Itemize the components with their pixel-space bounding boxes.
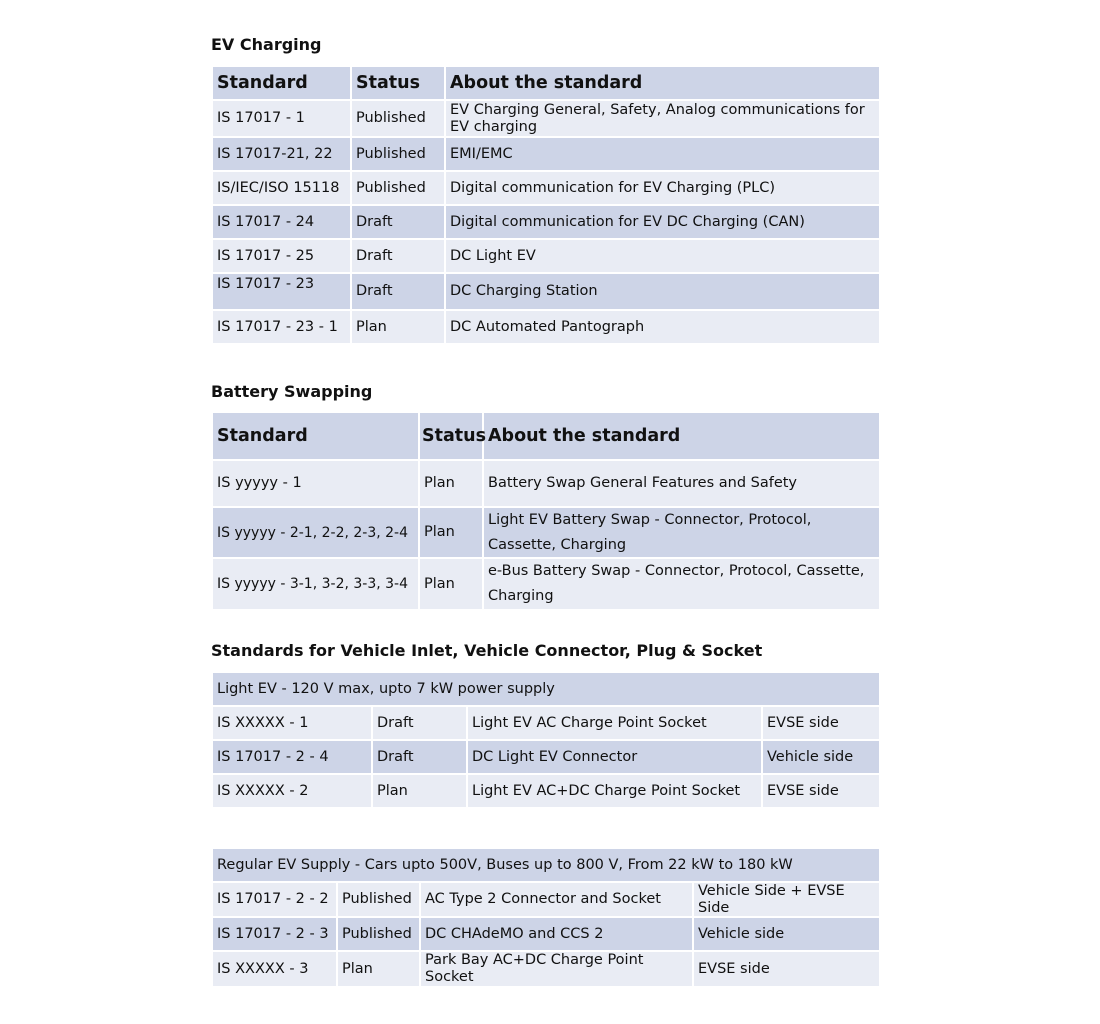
cell-status: Published [337, 882, 420, 917]
ev-charging-table [211, 65, 881, 345]
cell-standard: IS yyyyy - 2-1, 2-2, 2-3, 2-4 [212, 507, 419, 558]
cell-about: Light EV AC Charge Point Socket [467, 706, 762, 740]
cell-status: Plan [351, 310, 445, 344]
cell-standard: IS yyyyy - 1 [212, 460, 419, 507]
column-header-standard: Standard [212, 66, 351, 100]
table-row [212, 558, 880, 609]
cell-standard: IS/IEC/ISO 15118 [212, 171, 351, 205]
cell-status: Published [351, 100, 445, 137]
cell-side: EVSE side [762, 774, 880, 808]
table-row [212, 917, 880, 951]
cell-about: DC Light EV Connector [467, 740, 762, 774]
cell-standard: IS 17017 - 2 - 2 [212, 882, 337, 917]
cell-side: Vehicle Side + EVSE Side [693, 882, 880, 917]
cell-status: Published [337, 917, 420, 951]
table-row [212, 100, 880, 137]
battery-swapping-table [211, 411, 881, 611]
cell-status: Plan [419, 460, 483, 507]
cell-standard: IS 17017 - 24 [212, 205, 351, 239]
ev-charging-heading: EV Charging [211, 35, 322, 54]
cell-about: e-Bus Battery Swap - Connector, Protocol, Cassette, Charging [483, 558, 880, 609]
cell-about: EMI/EMC [445, 137, 880, 171]
table-row [212, 239, 880, 273]
table-caption-row [212, 848, 880, 882]
column-header-status: Status [419, 412, 483, 460]
cell-side: EVSE side [762, 706, 880, 740]
cell-status: Draft [372, 706, 467, 740]
cell-about: Digital communication for EV DC Charging (CAN) [445, 205, 880, 239]
cell-about: DC CHAdeMO and CCS 2 [420, 917, 693, 951]
cell-status: Draft [351, 239, 445, 273]
table-row [212, 507, 880, 558]
cell-about: Light EV Battery Swap - Connector, Protocol, Cassette, Charging [483, 507, 880, 558]
cell-status: Draft [351, 205, 445, 239]
table-row [212, 171, 880, 205]
cell-standard: IS 17017 - 1 [212, 100, 351, 137]
table-row [212, 273, 880, 310]
cell-standard: IS 17017 - 25 [212, 239, 351, 273]
table-header-row [212, 412, 880, 460]
table-row [212, 951, 880, 986]
table-caption-row [212, 672, 880, 706]
cell-about: EV Charging General, Safety, Analog communications for EV charging [445, 100, 880, 137]
cell-status: Plan [419, 558, 483, 609]
cell-status: Published [351, 171, 445, 205]
cell-status: Plan [372, 774, 467, 808]
cell-side: Vehicle side [693, 917, 880, 951]
cell-about: DC Charging Station [445, 273, 880, 310]
column-header-about: About the standard [483, 412, 880, 460]
table-row [212, 137, 880, 171]
cell-status: Plan [419, 507, 483, 558]
cell-status: Published [351, 137, 445, 171]
cell-about: Park Bay AC+DC Charge Point Socket [420, 951, 693, 986]
table-row [212, 882, 880, 917]
cell-about: Light EV AC+DC Charge Point Socket [467, 774, 762, 808]
cell-standard: IS 17017 - 2 - 3 [212, 917, 337, 951]
cell-about: Digital communication for EV Charging (PLC) [445, 171, 880, 205]
cell-side: EVSE side [693, 951, 880, 986]
cell-status: Draft [372, 740, 467, 774]
table-row [212, 310, 880, 344]
column-header-about: About the standard [445, 66, 880, 100]
table-header-row [212, 66, 880, 100]
cell-standard: IS yyyyy - 3-1, 3-2, 3-3, 3-4 [212, 558, 419, 609]
cell-standard: IS XXXXX - 2 [212, 774, 372, 808]
battery-swapping-heading: Battery Swapping [211, 382, 373, 401]
regular-ev-caption: Regular EV Supply - Cars upto 500V, Buses up to 800 V, From 22 kW to 180 kW [212, 848, 880, 882]
light-ev-table [211, 671, 881, 809]
cell-standard: IS 17017 - 23 - 1 [212, 310, 351, 344]
table-row [212, 740, 880, 774]
cell-standard: IS XXXXX - 3 [212, 951, 337, 986]
cell-about: Battery Swap General Features and Safety [483, 460, 880, 507]
cell-standard: IS 17017-21, 22 [212, 137, 351, 171]
light-ev-caption: Light EV - 120 V max, upto 7 kW power supply [212, 672, 880, 706]
cell-about: DC Automated Pantograph [445, 310, 880, 344]
table-row [212, 460, 880, 507]
connectors-heading: Standards for Vehicle Inlet, Vehicle Connector, Plug & Socket [211, 641, 763, 660]
cell-status: Plan [337, 951, 420, 986]
cell-status: Draft [351, 273, 445, 310]
column-header-status: Status [351, 66, 445, 100]
cell-standard: IS 17017 - 2 - 4 [212, 740, 372, 774]
table-row [212, 774, 880, 808]
cell-standard: IS 17017 - 23 [212, 273, 351, 310]
column-header-standard: Standard [212, 412, 419, 460]
table-row [212, 706, 880, 740]
table-row [212, 205, 880, 239]
cell-side: Vehicle side [762, 740, 880, 774]
cell-about: DC Light EV [445, 239, 880, 273]
cell-standard: IS XXXXX - 1 [212, 706, 372, 740]
cell-about: AC Type 2 Connector and Socket [420, 882, 693, 917]
regular-ev-table [211, 847, 881, 988]
